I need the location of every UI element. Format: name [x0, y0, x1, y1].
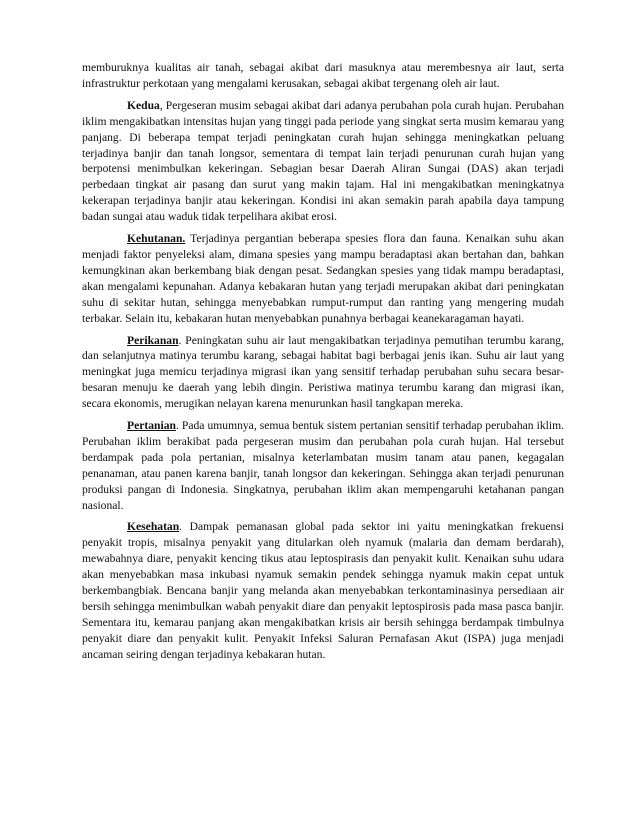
paragraph-pertanian — [82, 418, 564, 513]
paragraph-lead: Pertanian — [127, 419, 176, 433]
paragraph-kehutanan — [82, 231, 564, 326]
paragraph-body: , Pergeseran musim sebagai akibat dari adanya perubahan pola curah hujan. Perubahan iklim mengakibatkan intensitas hujan yang tinggi pada periode yang singkat serta musim kemarau yang panjang. Di beberapa tempat terjadi peningkatan curah hujan sehingga meningkatkan peluang terjadinya banjir dan tanah longsor, sementara di tempat lain terjadi penurunan curah hujan yang berpotensi menimbulkan kekeringan. Sebagian besar Daerah Aliran Sungai (DAS) akan terjadi perbedaan tingkat air pasang dan surut yang makin tajam. Hal ini mengakibatkan meningkatnya kekerapan terjadinya banjir atau kekeringan. Kondisi ini akan semakin parah apabila daya tampung badan sungai atau waduk tidak terpelihara akibat erosi. — [82, 98, 564, 224]
paragraph-body: . Pada umumnya, semua bentuk sistem pertanian sensitif terhadap perubahan iklim. Perubahan iklim berakibat pada pergeseran musim dan perubahan pola curah hujan. Hal tersebut berdampak pada pola pertanian, misalnya keterlambatan musim tanam atau panen, kegagalan penanaman, atau panen karena banjir, tanah longsor dan kekeringan. Sehingga akan terjadi penurunan produksi pangan di Indonesia. Singkatnya, perubahan iklim akan mempengaruhi ketahanan pangan nasional. — [82, 419, 564, 512]
paragraph-lead: Kesehatan — [127, 520, 180, 534]
paragraph-lead: Kehutanan. — [127, 232, 186, 246]
paragraph-body: . Dampak pemanasan global pada sektor ini yaitu meningkatkan frekuensi penyakit tropis, misalnya penyakit yang ditularkan oleh nyamuk (malaria dan demam berdarah), mewabahnya diare, penyakit kencing tikus atau leptospirasis dan penyakit kulit. Kenaikan suhu udara akan menyebabkan masa inkubasi nyamuk semakin pendek sehingga nyamuk makin cepat untuk berkembangbiak. Bencana banjir yang melanda akan menyebabkan terkontaminasinya persediaan air bersih sehingga menimbulkan wabah penyakit diare dan penyakit leptospirosis pada masa pasca banjir. Sementara itu, kemarau panjang akan mengakibatkan krisis air bersih sehingga berdampak timbulnya penyakit diare dan penyakit kulit. Penyakit Infeksi Saluran Pernafasan Akut (ISPA) juga menjadi ancaman seiring dengan terjadinya kebakaran hutan. — [82, 520, 564, 661]
paragraph-kesehatan — [82, 519, 564, 662]
paragraph-kedua — [82, 98, 564, 225]
paragraph-body: . Peningkatan suhu air laut mengakibatkan terjadinya pemutihan terumbu karang, dan selanjutnya matinya terumbu karang, sebagai habitat bagi berbagai jenis ikan. Suhu air laut yang meningkat juga memicu terjadinya migrasi ikan yang sensitif terhadap perubahan suhu secara besar-besaran menuju ke daerah yang lebih dingin. Peristiwa matinya terumbu karang dan migrasi ikan, secara ekonomis, merugikan nelayan karena menurunkan hasil tangkapan mereka. — [82, 333, 564, 411]
paragraph-perikanan — [82, 333, 564, 413]
paragraph-body: memburuknya kualitas air tanah, sebagai akibat dari masuknya atau merembesnya air laut, serta infrastruktur perkotaan yang mengalami kerusakan, sebagai akibat tergenang oleh air laut. — [82, 61, 564, 90]
paragraph-body: Terjadinya pergantian beberapa spesies flora dan fauna. Kenaikan suhu akan menjadi faktor penyeleksi alam, dimana spesies yang mampu beradaptasi akan bertahan dan, bahkan kemungkinan akan berkembang biak dengan pesat. Sedangkan spesies yang tidak mampu beradaptasi, akan mengalami kepunahan. Adanya kebakaran hutan yang terjadi merupakan akibat dari peningkatan suhu di sekitar hutan, sehingga menyebabkan rumput-rumput dan ranting yang mengering mudah terbakar. Selain itu, kebakaran hutan menyebabkan punahnya berbagai keanekaragaman hayati. — [82, 232, 564, 325]
paragraph-lead: Perikanan — [127, 333, 179, 347]
paragraph-continuation — [82, 60, 564, 92]
document-page — [82, 60, 564, 669]
paragraph-lead: Kedua — [127, 98, 160, 112]
